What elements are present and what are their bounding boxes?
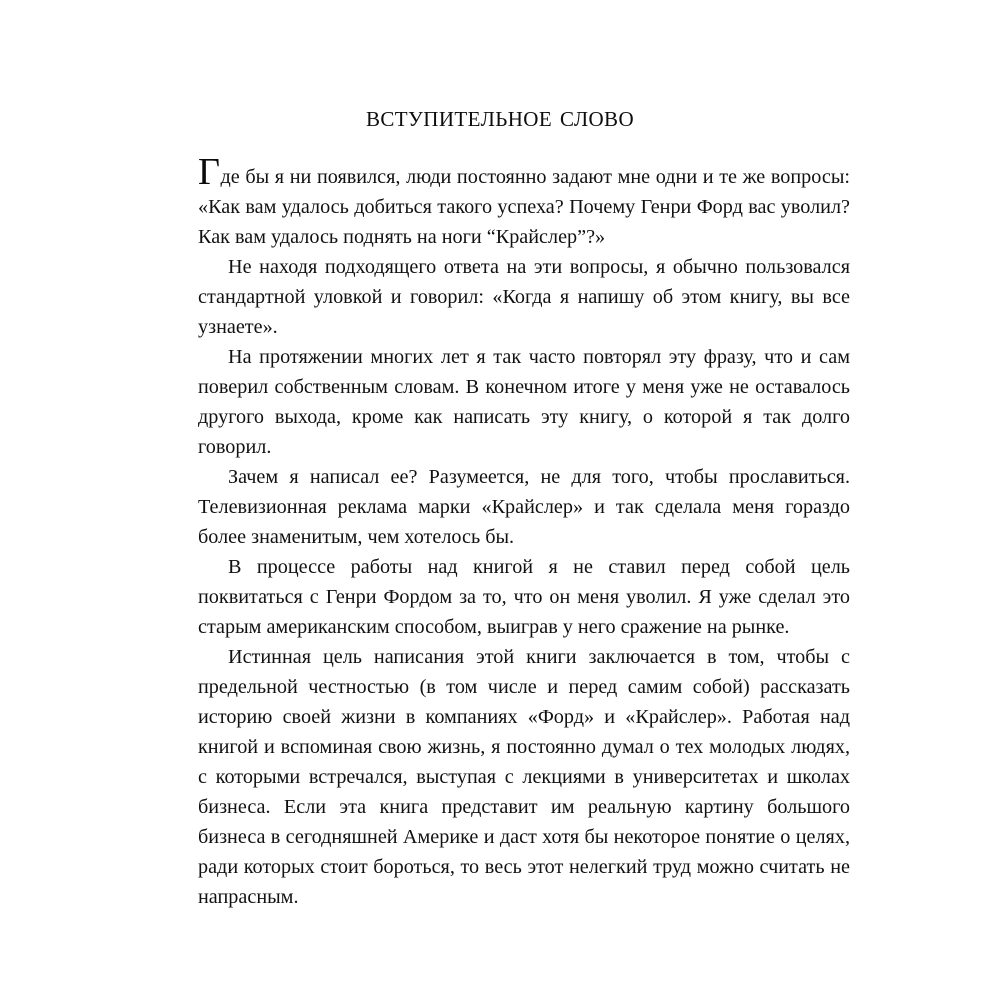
paragraph [198, 552, 856, 642]
paragraph [198, 342, 856, 462]
drop-cap: Г [198, 151, 221, 193]
paragraph-text: На протяжении многих лет я так часто повторял эту фразу, что и сам поверил собственным словам. В конечном итоге у меня уже не оставалось другого выхода, кроме как написать эту книгу, о которой я так долго говорил. [198, 346, 856, 458]
paragraph [198, 252, 856, 342]
paragraph-text: В процессе работы над книгой я не ставил перед собой цель поквитаться с Генри Фордом за то, что он меня уволил. Я уже сделал это старым американским способом, выиграв у него сражение на рынке. [198, 556, 856, 638]
paragraph-text: Зачем я написал ее? Разумеется, не для того, чтобы прославиться. Телевизионная реклама марки «Крайслер» и так сделала меня гораздо более знаменитым, чем хотелось бы. [198, 466, 856, 548]
body-text-column [198, 151, 856, 912]
paragraph [198, 462, 856, 552]
paragraph [198, 151, 856, 252]
paragraph [198, 642, 856, 912]
page-title: вступительное слово [365, 100, 635, 134]
paragraph-text: де бы я ни появился, люди постоянно задают мне одни и те же вопросы: «Как вам удалось добиться такого успеха? Почему Генри Форд вас уволил? Как вам удалось поднять на ноги “Крайслер”?» [198, 166, 856, 248]
paragraph-text: Не находя подходящего ответа на эти вопросы, я обычно пользовался стандартной уловкой и говорил: «Когда я напишу об этом книгу, вы все узнаете». [198, 256, 856, 338]
paragraph-text: Истинная цель написания этой книги заключается в том, чтобы с предельной честностью (в том числе и перед самим собой) рассказать историю своей жизни в компаниях «Форд» и «Крайслер». Работая над книгой и вспоминая свою жизнь, я постоянно думал о тех молодых людях, с которыми встречался, выступая с лекциями в университетах и школах бизнеса. Если эта книга представит им реальную картину большого бизнеса в сегодняшней Америке и даст хотя бы некоторое понятие о целях, ради которых стоит бороться, то весь этот нелегкий труд можно считать не напрасным. [198, 646, 856, 908]
